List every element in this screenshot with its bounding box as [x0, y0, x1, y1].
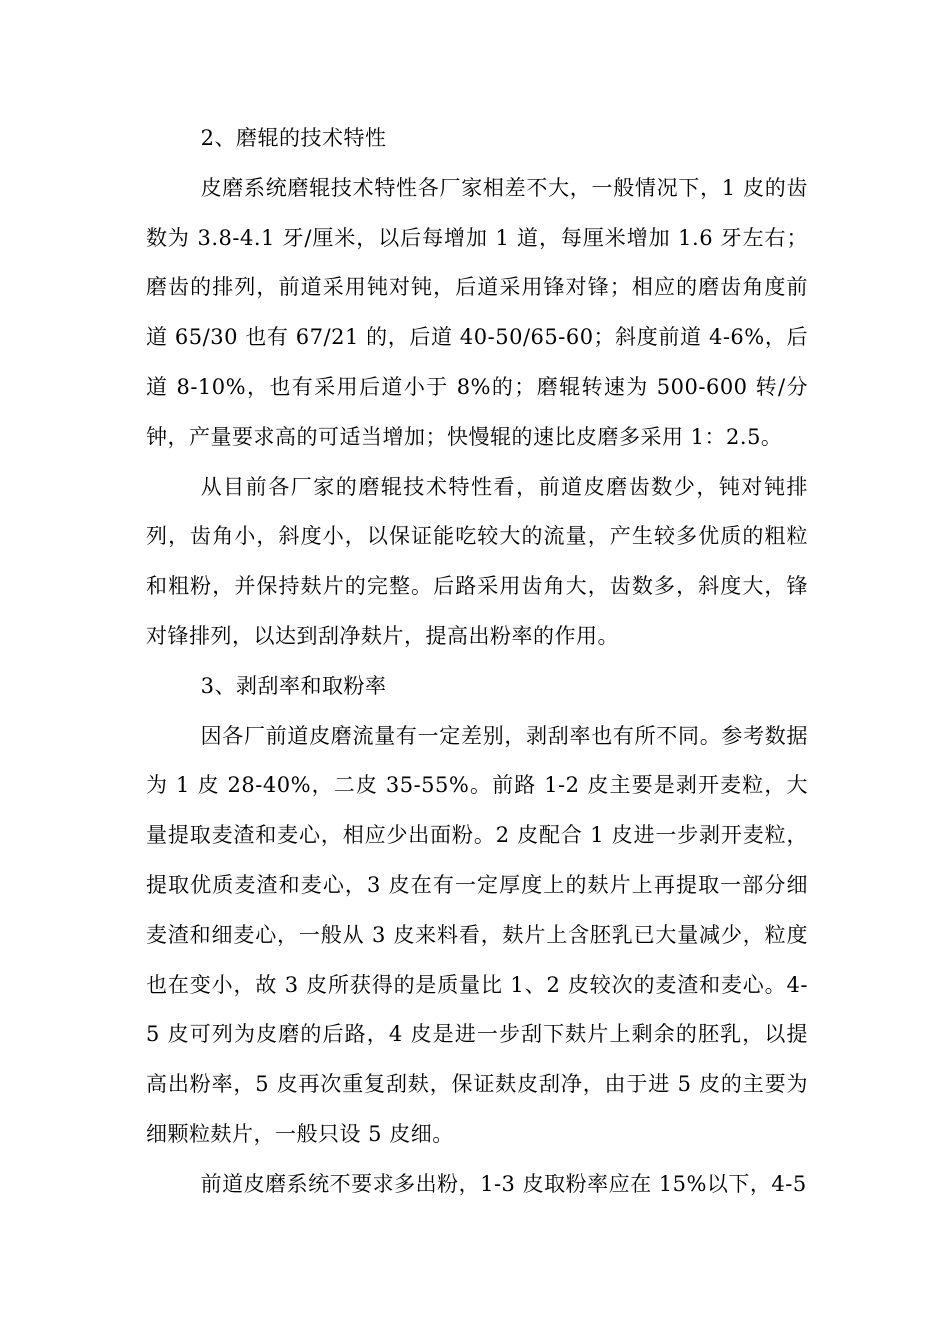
paragraph-roller-specs-details: 皮磨系统磨辊技术特性各厂家相差不大，一般情况下，1 皮的齿数为 3.8-4.1 牙/厘米，以后每增加 1 道，每厘米增加 1.6 牙左右；磨齿的排列，前道采用钝对钝，后道采用锋对锋；相应的磨齿角度前道 65/30 也有 67/21 的，后道 40-50/65-60；斜度前道 4-6%，后道 8-10%，也有采用后道小于 8%的；磨辊转速为 500-600 转/分钟，产量要求高的可适当增加；快慢辊的速比皮磨多采用 1：2.5。: [146, 175, 808, 449]
paragraph-roller-specs-analysis: 从目前各厂家的磨辊技术特性看，前道皮磨齿数少，钝对钝排列，齿角小，斜度小，以保证能吃较大的流量，产生较多优质的粗粒和粗粉，并保持麸片的完整。后路采用齿角大，齿数多，斜度大，锋对锋排列，以达到刮净麸片，提高出粉率的作用。: [146, 474, 808, 648]
section-heading-stripping-rate: 3、剥刮率和取粉率: [200, 673, 387, 698]
paragraph-flour-extraction-rate: 前道皮磨系统不要求多出粉，1-3 皮取粉率应在 15%以下，4-5: [200, 1171, 807, 1196]
paragraph-stripping-rate-details: 因各厂前道皮磨流量有一定差别，剥刮率也有所不同。参考数据为 1 皮 28-40%，二皮 35-55%。前路 1-2 皮主要是剥开麦粒，大量提取麦渣和麦心，相应少出面粉。2 皮配合 1 皮进一步剥开麦粒，提取优质麦渣和麦心，3 皮在有一定厚度上的麸片上再提取一部分细麦渣和细麦心，一般从 3 皮来料看，麸片上含胚乳已大量减少，粒度也在变小，故 3 皮所获得的是质量比 1、2 皮较次的麦渣和麦心。4-5 皮可列为皮磨的后路，4 皮是进一步刮下麸片上剩余的胚乳，以提高出粉率，5 皮再次重复刮麸，保证麸皮刮净，由于进 5 皮的主要为细颗粒麸片，一般只设 5 皮细。: [146, 723, 808, 1146]
section-heading-roller-specs: 2、磨辊的技术特性: [200, 126, 387, 150]
document-body: [146, 114, 808, 1210]
